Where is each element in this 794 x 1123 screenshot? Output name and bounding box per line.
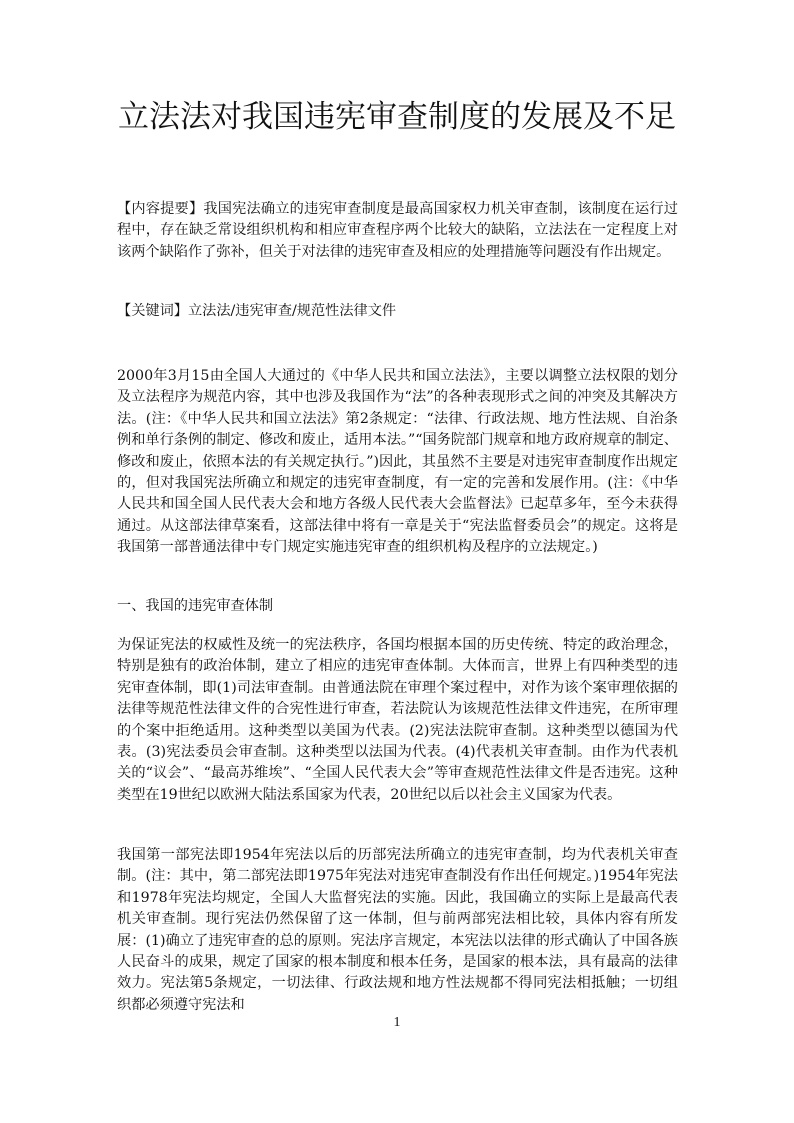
document-title: 立法法对我国违宪审查制度的发展及不足 [118, 99, 676, 135]
page-number: 1 [393, 1015, 401, 1030]
body-paragraph: 2000年3月15由全国人大通过的《中华人民共和国立法法》，主要以调整立法权限的划分及立法程序为规范内容，其中也涉及我国作为“法”的各种表现形式之间的冲突及其解决方法。(注：《中华人民共和国立法法》第2条规定：“法律、行政法规、地方性法规、自治条例和单行条例的制定、修改和废止，适用本法。”“国务院部门规章和地方政府规章的制定、修改和废止，依照本法的有关规定执行。”)因此，其虽然不主要是对违宪审查制度作出规定的，但对我国宪法所确立和规定的违宪审查制度，有一定的完善和发展作用。(注：《中华人民共和国全国人民代表大会和地方各级人民代表大会监督法》已起草多年，至今未获得通过。从这部法律草案看，这部法律中将有一章是关于“宪法监督委员会”的规定。这将是我国第一部普通法律中专门规定实施违宪审查的组织机构及程序的立法规定。) [117, 368, 678, 556]
keywords-line: 【关键词】立法法/违宪审查/规范性法律文件 [117, 303, 397, 319]
body-paragraph: 为保证宪法的权威性及统一的宪法秩序，各国均根据本国的历史传统、特定的政治理念，特别是独有的政治体制，建立了相应的违宪审查体制。大体而言，世界上有四种类型的违宪审查体制，即(1)司法审查制。由普通法院在审理个案过程中，对作为该个案审理依据的法律等规范性法律文件的合宪性进行审查，若法院认为该规范性法律文件违宪，在所审理的个案中拒绝适用。这种类型以美国为代表。(2)宪法法院审查制。这种类型以德国为代表。(3)宪法委员会审查制。这种类型以法国为代表。(4)代表机关审查制。由作为代表机关的“议会”、“最高苏维埃”、“全国人民代表大会”等审查规范性法律文件是否违宪。这种类型在19世纪以欧洲大陆法系国家为代表，20世纪以后以社会主义国家为代表。 [117, 637, 678, 803]
abstract-paragraph: 【内容提要】我国宪法确立的违宪审查制度是最高国家权力机关审查制，该制度在运行过程中，存在缺乏常设组织机构和相应审查程序两个比较大的缺陷，立法法在一定程度上对该两个缺陷作了弥补，但关于对法律的违宪审查及相应的处理措施等问题没有作出规定。 [117, 201, 678, 260]
body-paragraph: 我国第一部宪法即1954年宪法以后的历部宪法所确立的违宪审查制，均为代表机关审查制。(注：其中，第二部宪法即1975年宪法对违宪审查制没有作出任何规定。)1954年宪法和1978年宪法均规定，全国人大监督宪法的实施。因此，我国确立的实际上是最高代表机关审查制。现行宪法仍然保留了这一体制，但与前两部宪法相比较，具体内容有所发展：(1)确立了违宪审查的总的原则。宪法序言规定，本宪法以法律的形式确认了中国各族人民奋斗的成果，规定了国家的根本制度和根本任务，是国家的根本法，具有最高的法律效力。宪法第5条规定，一切法律、行政法规和地方性法规都不得同宪法相抵触；一切组织都必须遵守宪法和 [117, 847, 678, 1013]
section-heading: 一、我国的违宪审查体制 [117, 598, 274, 614]
